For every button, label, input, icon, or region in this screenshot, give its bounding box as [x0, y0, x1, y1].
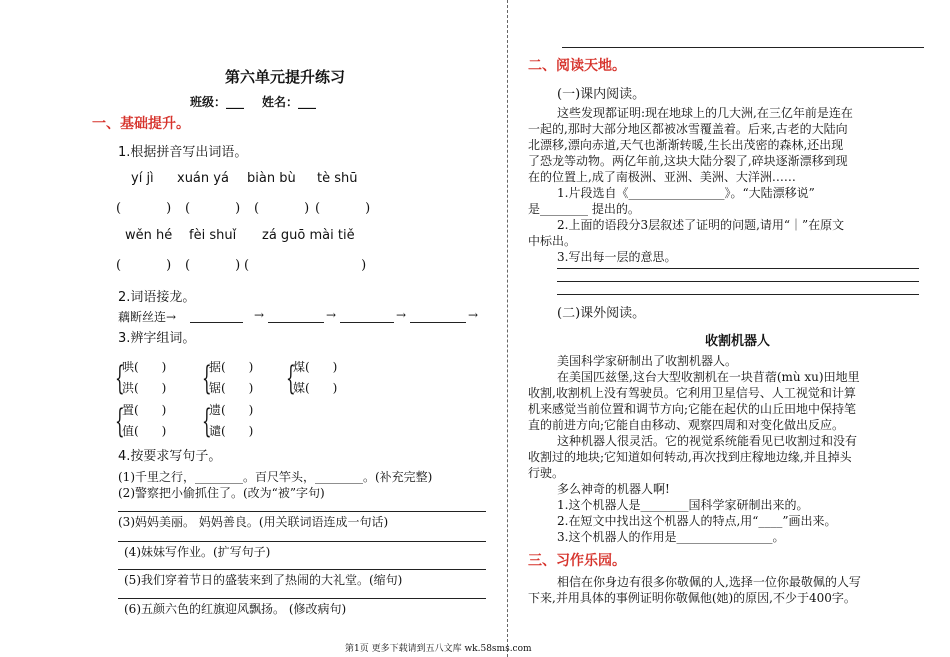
section3-heading: 三、习作乐园。	[528, 553, 626, 569]
story-q2: 2.在短文中找出这个机器人的特点,用“____”画出来。	[557, 514, 837, 528]
story-line-9: 多么神奇的机器人啊!	[557, 482, 670, 496]
q4-title: 4.按要求写句子。	[118, 449, 222, 464]
passage-line-3: 北漂移,漂向赤道,天气也渐渐转暖,生长出茂密的森林,还出现	[528, 138, 844, 152]
q2-start-word: 藕断丝连→	[118, 310, 177, 324]
q1-title: 1.根据拼音写出词语。	[118, 145, 248, 160]
answer-box-1[interactable]: ( )	[116, 201, 172, 216]
reading-answer-line-3[interactable]	[557, 294, 919, 295]
answer-line-2[interactable]	[118, 511, 486, 512]
pinyin-3: biàn bù	[247, 171, 296, 186]
chain-arrow-1: →	[254, 308, 265, 322]
brace-2: {	[202, 358, 212, 398]
answer-box-4[interactable]: ( )	[315, 201, 371, 216]
char-mei[interactable]: 煤( )	[293, 360, 338, 374]
chain-arrow-4: →	[468, 308, 479, 322]
char-ju[interactable]: 据( )	[209, 360, 254, 374]
sub2-title: (二)课外阅读。	[557, 306, 646, 321]
answer-line-3[interactable]	[118, 541, 486, 542]
char-mei2[interactable]: 媒( )	[293, 381, 338, 395]
chain-blank-2[interactable]	[268, 322, 324, 323]
pinyin-7: zá guō mài tiě	[262, 228, 355, 243]
chain-blank-3[interactable]	[340, 322, 394, 323]
story-line-2: 在美国匹兹堡,这台大型收割机在一块苜蓿(mù xu)田地里	[557, 370, 860, 384]
q3-title: 3.辨字组词。	[118, 331, 196, 346]
class-label: 班级：___	[190, 95, 245, 109]
story-line-8: 行驶。	[528, 466, 565, 480]
brace-3: {	[286, 358, 296, 398]
q4-item-5: (5)我们穿着节日的盛装来到了热闹的大礼堂。(缩句)	[124, 573, 403, 587]
passage-line-5: 在的位置上,成了南极洲、亚洲、美洲、大洋洲……	[528, 170, 796, 184]
answer-box-3[interactable]: ( )	[254, 201, 310, 216]
essay-prompt-2: 下来,并用具体的事例证明你敬佩他(她)的原因,不少于400字。	[528, 591, 856, 605]
char-hong[interactable]: 哄( )	[122, 360, 167, 374]
story-q1: 1.这个机器人是________国科学家研制出来的。	[557, 498, 809, 512]
top-rule	[562, 47, 924, 48]
page-footer: 第1页 更多下载请到五八文库 wk.58sms.com	[345, 644, 532, 654]
char-ju2[interactable]: 锯( )	[209, 381, 254, 395]
reading-answer-line-2[interactable]	[557, 281, 919, 282]
section1-heading: 一、基础提升。	[92, 116, 190, 132]
answer-box-6[interactable]: ( )	[185, 258, 241, 273]
story-line-4: 机来感觉当前位置和调节方向;它能在起伏的山丘田地中保持笔	[528, 402, 857, 416]
brace-1: {	[115, 358, 125, 398]
chain-arrow-2: →	[326, 308, 337, 322]
answer-box-7[interactable]: ( )	[244, 258, 367, 273]
answer-line-4[interactable]	[118, 569, 486, 570]
pinyin-1: yí jì	[131, 171, 154, 186]
story-title: 收割机器人	[705, 334, 771, 349]
passage-line-2: 一起的,那时大部分地区都被冰雪覆盖着。后来,古老的大陆向	[528, 122, 848, 136]
essay-prompt-1: 相信在你身边有很多你敬佩的人,选择一位你最敬佩的人写	[557, 575, 861, 589]
reading-q1a: 1.片段选自《________________》。“大陆漂移说”	[557, 186, 815, 200]
q4-item-3: (3)妈妈美丽。 妈妈善良。(用关联词语连成一句话)	[118, 515, 389, 529]
pinyin-4: tè shū	[317, 171, 358, 186]
answer-box-5[interactable]: ( )	[116, 258, 172, 273]
story-q3: 3.这个机器人的作用是________________。	[557, 530, 785, 544]
name-label: 姓名：___	[262, 95, 317, 109]
q4-item-6: (6)五颜六色的红旗迎风飘扬。 (修改病句)	[124, 602, 347, 616]
brace-5: {	[202, 401, 212, 441]
chain-blank-1[interactable]	[190, 322, 243, 323]
fold-line	[507, 0, 508, 657]
story-line-7: 收割过的地块;它知道如何转动,再次找到庄稼地边缘,并且掉头	[528, 450, 852, 464]
passage-line-4: 了恐龙等动物。两亿年前,这块大陆分裂了,碎块逐渐漂移到现	[528, 154, 848, 168]
reading-q2a: 2.上面的语段分3层叙述了证明的问题,请用“｜”在原文	[557, 218, 845, 232]
reading-q3: 3.写出每一层的意思。	[557, 250, 677, 264]
answer-line-5[interactable]	[118, 598, 486, 599]
char-yi[interactable]: 遗( )	[209, 403, 254, 417]
passage-line-1: 这些发现都证明:现在地球上的几大洲,在三亿年前是连在	[557, 106, 853, 120]
pinyin-2: xuán yá	[177, 171, 229, 186]
q4-item-1: (1)千里之行，________。百尺竿头，________。(补充完整)	[118, 470, 433, 484]
brace-4: {	[115, 401, 125, 441]
reading-answer-line-1[interactable]	[557, 268, 919, 269]
char-zhi[interactable]: 置( )	[122, 403, 167, 417]
reading-q1b: 是________ 提出的。	[528, 202, 640, 216]
story-line-3: 收割,收割机上没有驾驶员。它利用卫星信号、人工视觉和计算	[528, 386, 856, 400]
char-zhi2[interactable]: 值( )	[122, 424, 167, 438]
section2-heading: 二、阅读天地。	[528, 58, 626, 74]
q4-item-2: (2)警察把小偷抓住了。(改为“被”字句)	[118, 486, 325, 500]
char-hong2[interactable]: 洪( )	[122, 381, 167, 395]
story-line-1: 美国科学家研制出了收割机器人。	[557, 354, 738, 368]
page-title: 第六单元提升练习	[225, 68, 346, 86]
chain-blank-4[interactable]	[410, 322, 466, 323]
char-qian[interactable]: 谴( )	[209, 424, 254, 438]
story-line-5: 直的前进方向;它能自由移动、观察四周和对变化做出反应。	[528, 418, 845, 432]
chain-arrow-3: →	[396, 308, 407, 322]
reading-q2b: 中标出。	[528, 234, 577, 248]
sub1-title: (一)课内阅读。	[557, 87, 646, 102]
story-line-6: 这种机器人很灵活。它的视觉系统能看见已收割过和没有	[557, 434, 858, 448]
pinyin-6: fèi shuǐ	[189, 228, 237, 243]
pinyin-5: wěn hé	[125, 228, 173, 243]
q2-title: 2.词语接龙。	[118, 290, 196, 305]
answer-box-2[interactable]: ( )	[185, 201, 241, 216]
q4-item-4: (4)妹妹写作业。(扩写句子)	[124, 545, 271, 559]
